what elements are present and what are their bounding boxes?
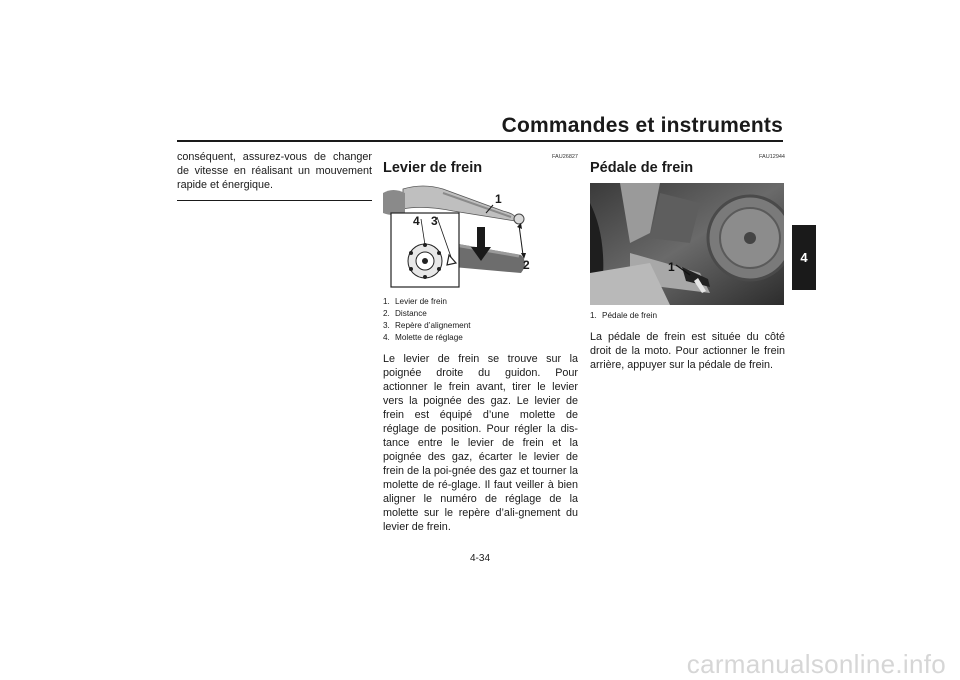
- figure-label-4: 4: [413, 214, 420, 228]
- section-end-rule: [177, 200, 372, 201]
- chapter-tab: 4: [792, 225, 816, 290]
- caption-item: 1. Levier de frein: [383, 297, 447, 306]
- caption-item: 1. Pédale de frein: [590, 311, 658, 320]
- figure-label-1: 1: [668, 260, 675, 274]
- brake-lever-description: Le levier de frein se trouve sur la poignée droite du guidon. Pour actionner le frein avant, tirer le levier vers la poignée des gaz. Le levier de frein est équipé d’une molette de réglage de position. Pour régler la dis-tance entre le levier de frein et la poignée des gaz, écarter le levier de frein de la poi-gnée des gaz et tourner la molette de ré-glage. Il faut veiller à bien aligner le numéro de réglage de la molette sur le repère d’ali-gnement du levier de frein.: [383, 353, 578, 533]
- caption-item: 4. Molette de réglage: [383, 333, 463, 342]
- section-title-brake-lever: Levier de frein: [383, 160, 483, 176]
- figure-label-1: 1: [495, 192, 502, 206]
- page-number: 4-34: [469, 553, 490, 564]
- column-3: [590, 150, 785, 372]
- column-1: [177, 150, 372, 201]
- caption-item: 3. Repère d’alignement: [383, 321, 471, 330]
- section-title-brake-pedal: Pédale de frein: [590, 160, 694, 176]
- watermark: carmanualsonline.info: [686, 649, 946, 679]
- lever-tip: [514, 214, 524, 224]
- header-rule: [177, 140, 783, 142]
- brake-pedal-captions: [590, 310, 785, 322]
- continued-paragraph: conséquent, assurez-vous de changer de vitesse en réalisant un mouvement rapide et énergique.: [177, 151, 372, 191]
- figure-label-3: 3: [431, 214, 438, 228]
- brake-pedal-description: La pédale de frein est située du côté droit de la moto. Pour actionner le frein arrière, appuyer sur la pédale de frein.: [590, 331, 785, 371]
- column-2: [383, 150, 578, 534]
- caption-item: 2. Distance: [383, 309, 427, 318]
- brake-pedal-photo: [590, 183, 784, 305]
- brake-lever-captions: [383, 296, 578, 344]
- section-code: FAU26827: [552, 154, 578, 160]
- adjusting-dial: [408, 243, 442, 279]
- brake-lever-figure: [383, 183, 576, 291]
- figure-label-2: 2: [523, 258, 530, 272]
- page-title: Commandes et instruments: [501, 114, 783, 137]
- section-code: FAU12944: [759, 154, 785, 160]
